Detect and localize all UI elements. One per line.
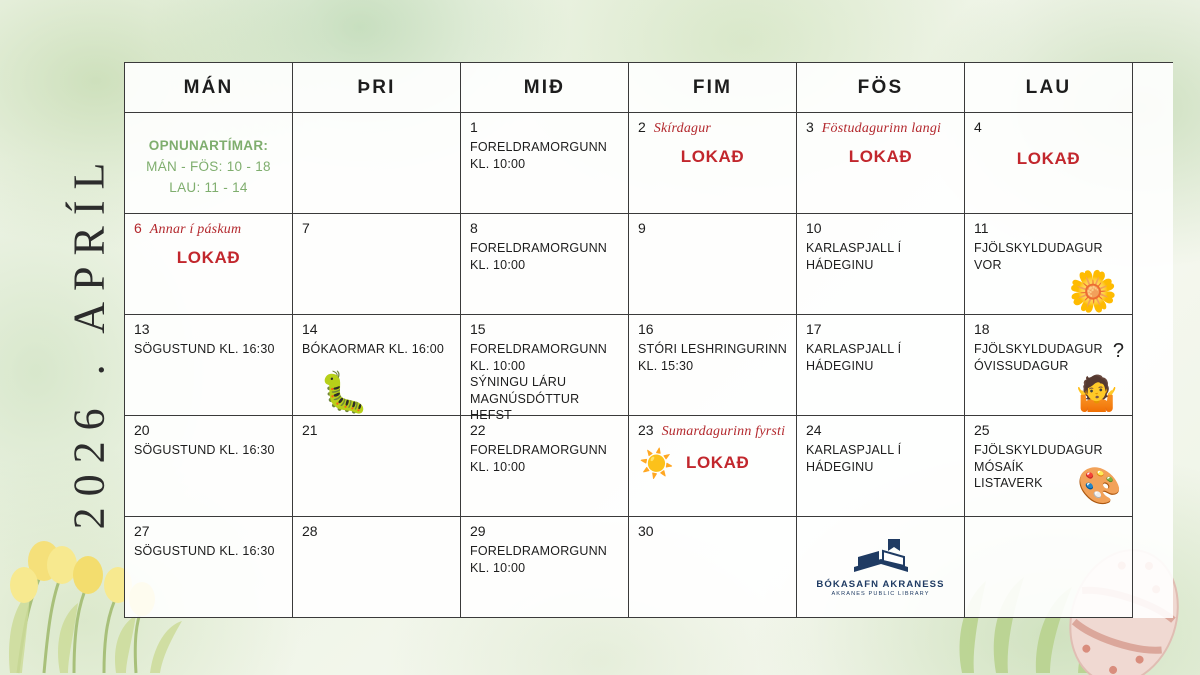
weekday-label: FÖS (857, 76, 904, 98)
day-number: 23 (638, 422, 654, 438)
day-number: 24 (806, 422, 822, 438)
day-number: 2 (638, 119, 646, 135)
day-number: 6 (134, 220, 142, 236)
day-cell-25 (965, 416, 1133, 517)
calendar-week-row (125, 517, 1173, 618)
day-header (806, 120, 955, 137)
event-text: SÖGUSTUND KL. 16:30 (134, 342, 275, 357)
weekday-header-fim (629, 63, 797, 113)
day-cell-28 (293, 517, 461, 618)
event-text: FJÖLSKYLDUDAGUR (974, 443, 1103, 458)
weekday-label: LAU (1025, 76, 1072, 98)
day-cell-4 (965, 113, 1133, 214)
day-cell-18 (965, 315, 1133, 416)
event-text: LISTAVERK (974, 476, 1043, 491)
day-cell-13 (125, 315, 293, 416)
calendar-header-row (125, 63, 1173, 113)
day-cell-21 (293, 416, 461, 517)
day-number: 18 (974, 321, 990, 337)
day-header (134, 221, 283, 238)
event-text: KL. 10:00 (470, 156, 526, 171)
closed-label: LOKAÐ (680, 147, 745, 166)
day-cell-9 (629, 214, 797, 315)
holiday-label: Sumardagurinn fyrsti (661, 424, 786, 439)
weekday-header-lau (965, 63, 1133, 113)
day-number: 20 (134, 422, 150, 438)
event-text: VOR (974, 257, 1002, 272)
day-cell-opening-hours (125, 113, 293, 214)
day-cell-23 (629, 416, 797, 517)
day-number: 28 (302, 523, 318, 539)
event-text: FORELDRAMORGUNN (470, 241, 608, 256)
bookworm-icon: 🐛 (319, 371, 369, 415)
day-cell-15 (461, 315, 629, 423)
day-number: 13 (134, 321, 150, 337)
event-text: KL. 10:00 (470, 358, 526, 373)
event-text: KL. 10:00 (470, 257, 526, 272)
day-number: 29 (470, 523, 486, 539)
day-number: 30 (638, 523, 654, 539)
day-number: 27 (134, 523, 150, 539)
event-text: KL. 10:00 (470, 560, 526, 575)
child-shrug-icon: 🤷 (1075, 375, 1118, 413)
event-text: KARLASPJALL Í HÁDEGINU (806, 241, 902, 272)
weekday-header-thri (293, 63, 461, 113)
day-cell-20 (125, 416, 293, 517)
calendar-week-row (125, 416, 1173, 517)
day-number: 15 (470, 321, 486, 337)
event-text: KARLASPJALL Í HÁDEGINU (806, 443, 902, 474)
mosaic-artwork-icon: 🎨 (1077, 465, 1122, 506)
weekday-header-man (125, 63, 293, 113)
day-cell-11 (965, 214, 1133, 315)
day-cell-10 (797, 214, 965, 315)
day-number: 14 (302, 321, 318, 337)
event-text: MÓSAÍK (974, 459, 1024, 474)
opening-hours-weekdays: MÁN - FÖS: 10 - 18 (146, 158, 271, 174)
weekday-label: MÁN (183, 76, 234, 98)
grass-flowers-icon: 🌼 (1068, 270, 1118, 314)
event-text: ÓVISSUDAGUR (974, 358, 1069, 373)
event-text: FORELDRAMORGUNN (470, 544, 608, 559)
event-text: KL. 15:30 (638, 358, 694, 373)
opening-hours-saturday: LAU: 11 - 14 (169, 179, 248, 195)
event-text: FJÖLSKYLDUDAGUR (974, 342, 1103, 357)
day-cell-empty (293, 113, 461, 214)
day-cell-6 (125, 214, 293, 315)
library-logo (806, 537, 956, 597)
day-cell-empty (965, 517, 1133, 618)
event-text: FJÖLSKYLDUDAGUR (974, 241, 1103, 256)
event-text: SÖGUSTUND KL. 16:30 (134, 443, 275, 458)
day-cell-1 (461, 113, 629, 214)
day-cell-17 (797, 315, 965, 416)
day-number: 25 (974, 422, 990, 438)
weekday-label: MIÐ (523, 76, 566, 98)
day-number: 11 (974, 220, 989, 236)
day-cell-30 (629, 517, 797, 618)
day-cell-2 (629, 113, 797, 214)
day-header (638, 120, 787, 137)
day-number: 22 (470, 422, 486, 438)
day-number: 4 (974, 119, 982, 135)
closed-label: LOKAÐ (848, 147, 913, 166)
event-text: BÓKAORMAR KL. 16:00 (302, 342, 445, 357)
closed-label: LOKAÐ (176, 248, 241, 267)
day-cell-16 (629, 315, 797, 416)
day-cell-8 (461, 214, 629, 315)
event-text: FORELDRAMORGUNN (470, 443, 608, 458)
day-cell-29 (461, 517, 629, 618)
day-cell-14 (293, 315, 461, 416)
day-number: 1 (470, 119, 478, 135)
weekday-header-mid (461, 63, 629, 113)
weekday-label: FIM (692, 76, 733, 98)
event-text: STÓRI LESHRINGURINN (638, 342, 787, 357)
closed-label: LOKAÐ (1016, 149, 1081, 169)
event-text: FORELDRAMORGUNN (470, 140, 608, 155)
calendar-week-row (125, 315, 1173, 423)
weekday-header-fos (797, 63, 965, 113)
day-number: 17 (806, 321, 822, 337)
calendar-week-row (125, 113, 1173, 214)
day-number: 21 (302, 422, 318, 438)
opening-hours-block (134, 136, 283, 199)
day-number: 3 (806, 119, 814, 135)
event-text: KARLASPJALL Í HÁDEGINU (806, 342, 902, 373)
day-number: 16 (638, 321, 654, 337)
event-text: MAGNÚSDÓTTUR HEFST (470, 391, 580, 423)
event-text: SÝNINGU LÁRU (470, 375, 567, 390)
day-number: 7 (302, 220, 310, 236)
day-cell-22 (461, 416, 629, 517)
library-logo-subtitle: AKRANES PUBLIC LIBRARY (831, 591, 930, 597)
library-logo-icon (848, 537, 914, 577)
calendar-week-row (125, 214, 1173, 315)
page-title (54, 80, 124, 600)
day-cell-logo (797, 517, 965, 618)
event-text: SÖGUSTUND KL. 16:30 (134, 544, 275, 559)
event-text: FORELDRAMORGUNN (470, 342, 608, 357)
day-number: 9 (638, 220, 646, 236)
day-number: 10 (806, 220, 822, 236)
day-number: 8 (470, 220, 478, 236)
day-header (638, 423, 787, 440)
page-title-text: 2026 . APRÍL (64, 151, 114, 529)
opening-hours-title: OPNUNARTÍMAR: (148, 138, 269, 153)
holiday-label: Föstudagurinn langi (821, 121, 942, 136)
day-cell-7 (293, 214, 461, 315)
holiday-label: Annar í páskum (149, 222, 242, 237)
day-cell-27 (125, 517, 293, 618)
sun-icon: ☀️ (639, 448, 674, 479)
day-cell-3 (797, 113, 965, 214)
weekday-label: ÞRI (357, 76, 396, 98)
day-cell-24 (797, 416, 965, 517)
holiday-label: Skírdagur (653, 121, 712, 136)
calendar-grid (124, 62, 1173, 618)
question-mark-icon: ? (1112, 340, 1124, 362)
event-text: KL. 10:00 (470, 459, 526, 474)
library-logo-name: BÓKASAFN AKRANESS (816, 579, 945, 590)
closed-label: LOKAÐ (686, 453, 750, 472)
